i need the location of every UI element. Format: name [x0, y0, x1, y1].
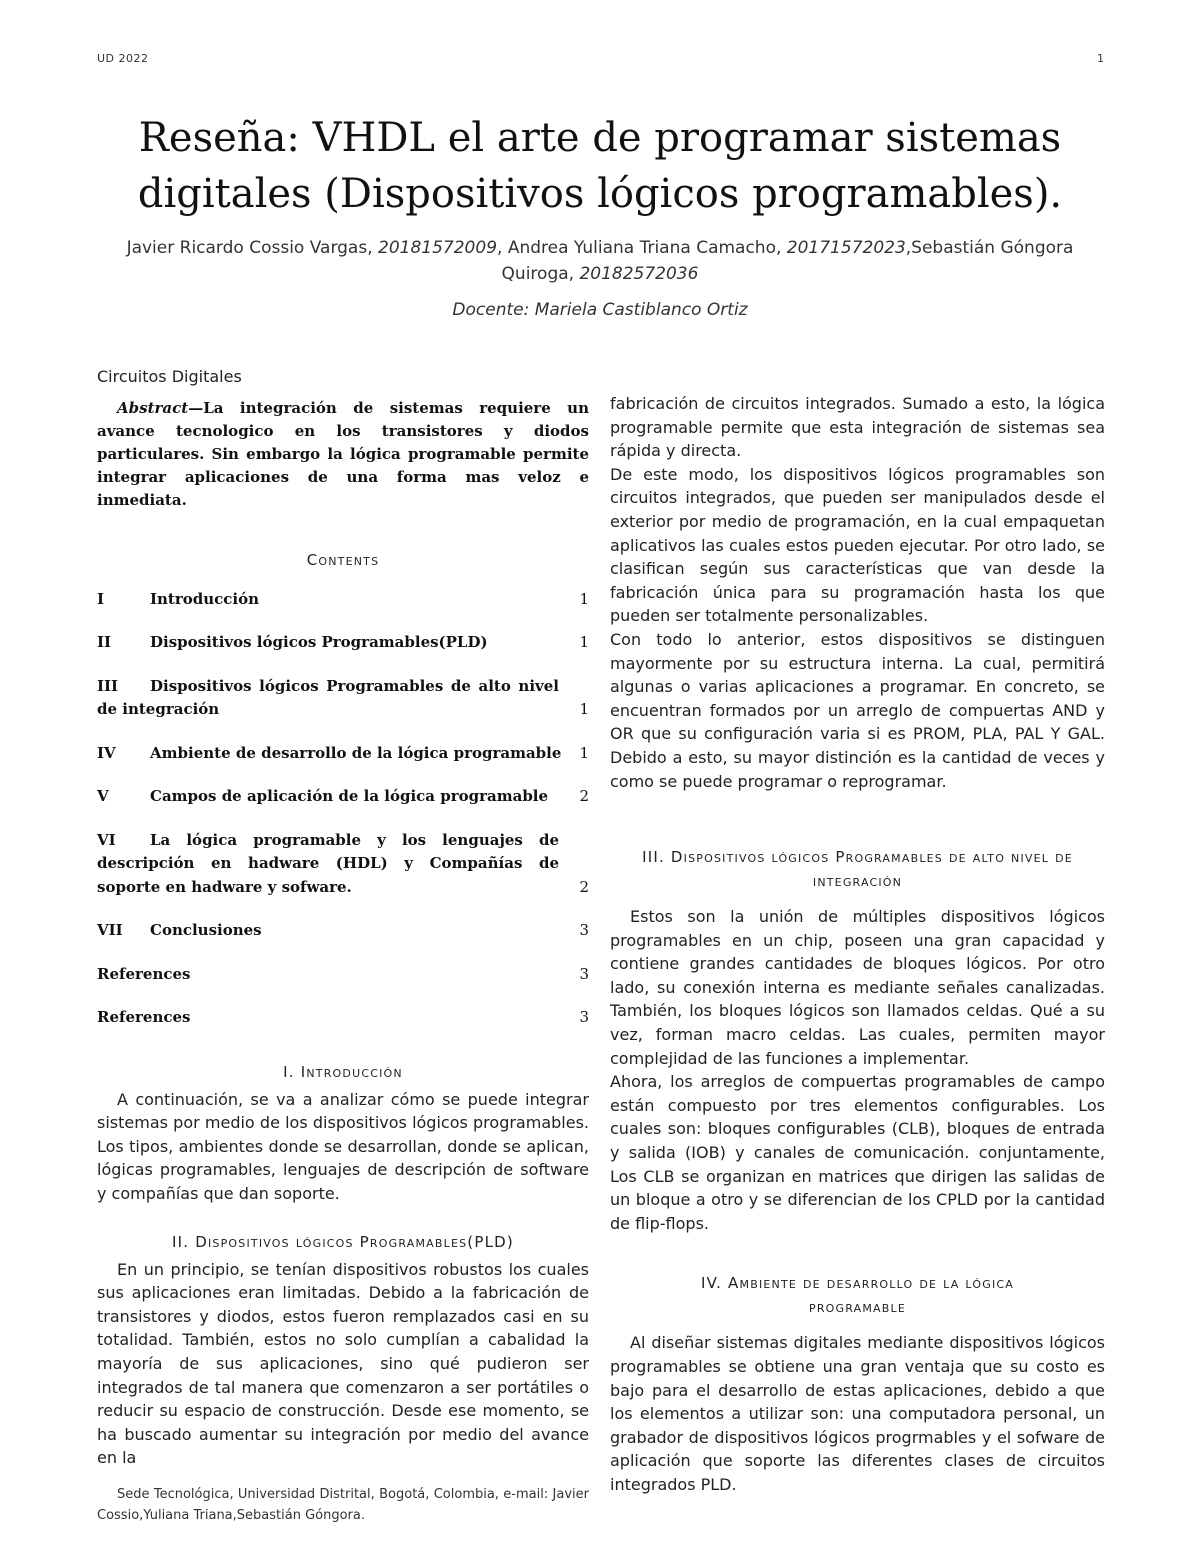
toc-entry-label: References — [97, 1008, 191, 1027]
section-2-paragraph-1-continued: fabricación de circuitos integrados. Sumado a esto, la lógica programable permite que esta integración de sistemas sea rápida y directa. — [610, 394, 1105, 461]
section-3-paragraph-2: Ahora, los arreglos de compuertas programables de campo están compuesto por tres elementos configurables. Los cuales son: bloques configurables (CLB), bloques de entrada y salida (IOB) y canales de comunicación. conjuntamente, Los CLB se organizan en matrices que dirigen las salidas de un bloque a otro y se diferencian de los CPLD por la cantidad de flip-flops. — [610, 1072, 1105, 1233]
toc-entry-page: 1 — [579, 743, 589, 762]
section-1-heading: I. Introducción — [283, 1062, 403, 1081]
toc-entry-page: 3 — [579, 964, 589, 983]
author-list — [100, 235, 1100, 287]
toc-entry[interactable] — [97, 1006, 589, 1030]
toc-entry-label: Introducción — [150, 589, 260, 608]
toc-entry[interactable] — [97, 742, 589, 766]
running-header-left: UD 2022 — [97, 52, 149, 65]
section-1-paragraph: A continuación, se va a analizar cómo se puede integrar sistemas por medio de los dispositivos lógicos programables. Los tipos, ambientes donde se desarrollan, donde se aplican, lógicas programables, lenguajes de descripción de software y compañías que dan soporte. — [97, 1089, 589, 1203]
toc-entry-page: 3 — [579, 1008, 589, 1027]
toc-entry[interactable] — [97, 829, 589, 900]
section-4-heading: IV. Ambiente de desarrollo de la lógica programable — [700, 1274, 1015, 1317]
author-2-name: , Andrea Yuliana Triana Camacho, — [497, 238, 787, 258]
toc-entry[interactable] — [97, 963, 589, 987]
toc-entry-number: III — [97, 676, 119, 695]
toc-entry-number: V — [97, 787, 109, 806]
toc-entry[interactable] — [97, 675, 589, 722]
toc-entry-label: References — [97, 964, 191, 983]
toc-entry-page: 1 — [579, 589, 589, 608]
section-2-paragraph-3: Con todo lo anterior, estos dispositivos se distinguen mayormente por su estructura interna. La cual, permitirá algunas o varias aplicaciones a programar. En concreto, se encuentran formados por un arreglo de compuertas AND y OR que su configuración varia si es PROM, PLA, PAL Y GAL. Debido a esto, su mayor distinción es la cantidad de veces y como se puede programar o reprogramar. — [610, 629, 1105, 791]
section-3-heading: III. Dispositivos lógicos Programables de alto nivel de integración — [642, 848, 1073, 891]
author-3-name: ,Sebastián Góngora Quiroga, — [501, 238, 1074, 284]
toc-entry-label: Campos de aplicación de la lógica programable — [150, 787, 549, 806]
table-of-contents — [97, 588, 589, 1030]
section-2-heading: II. Dispositivos lógicos Programables(PLD) — [172, 1232, 514, 1251]
keywords: Circuitos Digitales — [97, 367, 242, 386]
abstract-label: Abstract — [117, 398, 189, 417]
section-2-paragraph-2: De este modo, los dispositivos lógicos programables son circuitos integrados, que pueden ser manipulados desde el exterior por medio de programación, en la cual empaquetan aplicativos las cuales estos pueden ejecutar. Por otro lado, se clasifican según sus características que van desde la fabricación única para su programación hasta los que pueden ser totalmente personalizables. — [610, 464, 1105, 626]
author-1-id: 20181572009 — [378, 238, 498, 258]
toc-entry-number: VII — [97, 921, 123, 940]
author-2-id: 20171572023 — [786, 238, 906, 258]
toc-entry-number: I — [97, 589, 105, 608]
toc-entry-label: Ambiente de desarrollo de la lógica programable — [150, 743, 562, 762]
toc-entry[interactable] — [97, 785, 589, 809]
section-4-paragraph-1: Al diseñar sistemas digitales mediante dispositivos lógicos programables se obtiene una gran ventaja que su costo es bajo para el desarrollo de estas aplicaciones, debido a que los elementos a utilizar son: una computadora personal, un grabador de dispositivos lógicos progrmables y el sofware de aplicación que soporte las diferentes clases de circuitos integrados PLD. — [610, 1333, 1105, 1494]
toc-entry-page: 1 — [579, 700, 589, 719]
paper-title: Reseña: VHDL el arte de programar sistemas digitales (Dispositivos lógicos programables). — [137, 115, 1063, 217]
toc-entry[interactable] — [97, 919, 589, 943]
author-3-id: 20182572036 — [579, 264, 699, 284]
toc-entry[interactable] — [97, 631, 589, 655]
toc-entry-page: 1 — [579, 633, 589, 652]
teacher-line: Docente: Mariela Castiblanco Ortiz — [452, 300, 748, 320]
toc-entry-number: IV — [97, 743, 116, 762]
right-column — [610, 392, 1105, 1497]
contents-heading: Contents — [306, 550, 380, 569]
toc-entry-page: 3 — [579, 921, 589, 940]
toc-entry-label: Conclusiones — [150, 921, 262, 940]
toc-entry-label: Dispositivos lógicos Programables de alto nivel de integración — [97, 676, 559, 719]
abstract-text: —La integración de sistemas requiere un avance tecnologico en los transistores y diodos particulares. Sin embargo la lógica programable permite integrar aplicaciones de una forma mas veloz e inmediata. — [97, 398, 589, 509]
affiliation-footnote: Sede Tecnológica, Universidad Distrital, Bogotá, Colombia, e-mail: Javier Cossio,Yuliana Triana,Sebastián Góngora. — [97, 1486, 589, 1523]
toc-entry-number: VI — [97, 830, 116, 849]
toc-entry-number: II — [97, 633, 112, 652]
toc-entry-page: 2 — [579, 787, 589, 806]
toc-entry-page: 2 — [579, 877, 589, 896]
author-1-name: Javier Ricardo Cossio Vargas, — [126, 238, 379, 258]
left-column — [97, 365, 589, 1526]
abstract — [97, 397, 589, 512]
toc-entry-label: La lógica programable y los lenguajes de descripción en hadware (HDL) y Compañías de soporte en hadware y sofware. — [97, 830, 559, 896]
toc-entry[interactable] — [97, 588, 589, 612]
section-2-paragraph-1: En un principio, se tenían dispositivos robustos los cuales sus aplicaciones eran limitadas. Debido a la fabricación de transistores y diodos, estos fueron remplazados casi en su totalidad. También, estos no solo cumplían a cabalidad la mayoría de sus aplicaciones, sino qué pudieron ser integrados de tal manera que comenzaron a ser portátiles o reducir su espacio de construcción. Desde ese momento, se ha buscado aumentar su integración por medio del avance en la — [97, 1259, 589, 1468]
section-3-paragraph-1: Estos son la unión de múltiples dispositivos lógicos programables en un chip, poseen una gran capacidad y contiene grandes cantidades de bloques lógicos. Por otro lado, su conexión interna es mediante señales canalizadas. También, los bloques lógicos son llamados celdas. Qué a su vez, forman macro celdas. Las cuales, permiten mayor complejidad de las funciones a implementar. — [610, 907, 1105, 1068]
toc-entry-label: Dispositivos lógicos Programables(PLD) — [150, 633, 488, 652]
page-number: 1 — [1097, 52, 1105, 65]
